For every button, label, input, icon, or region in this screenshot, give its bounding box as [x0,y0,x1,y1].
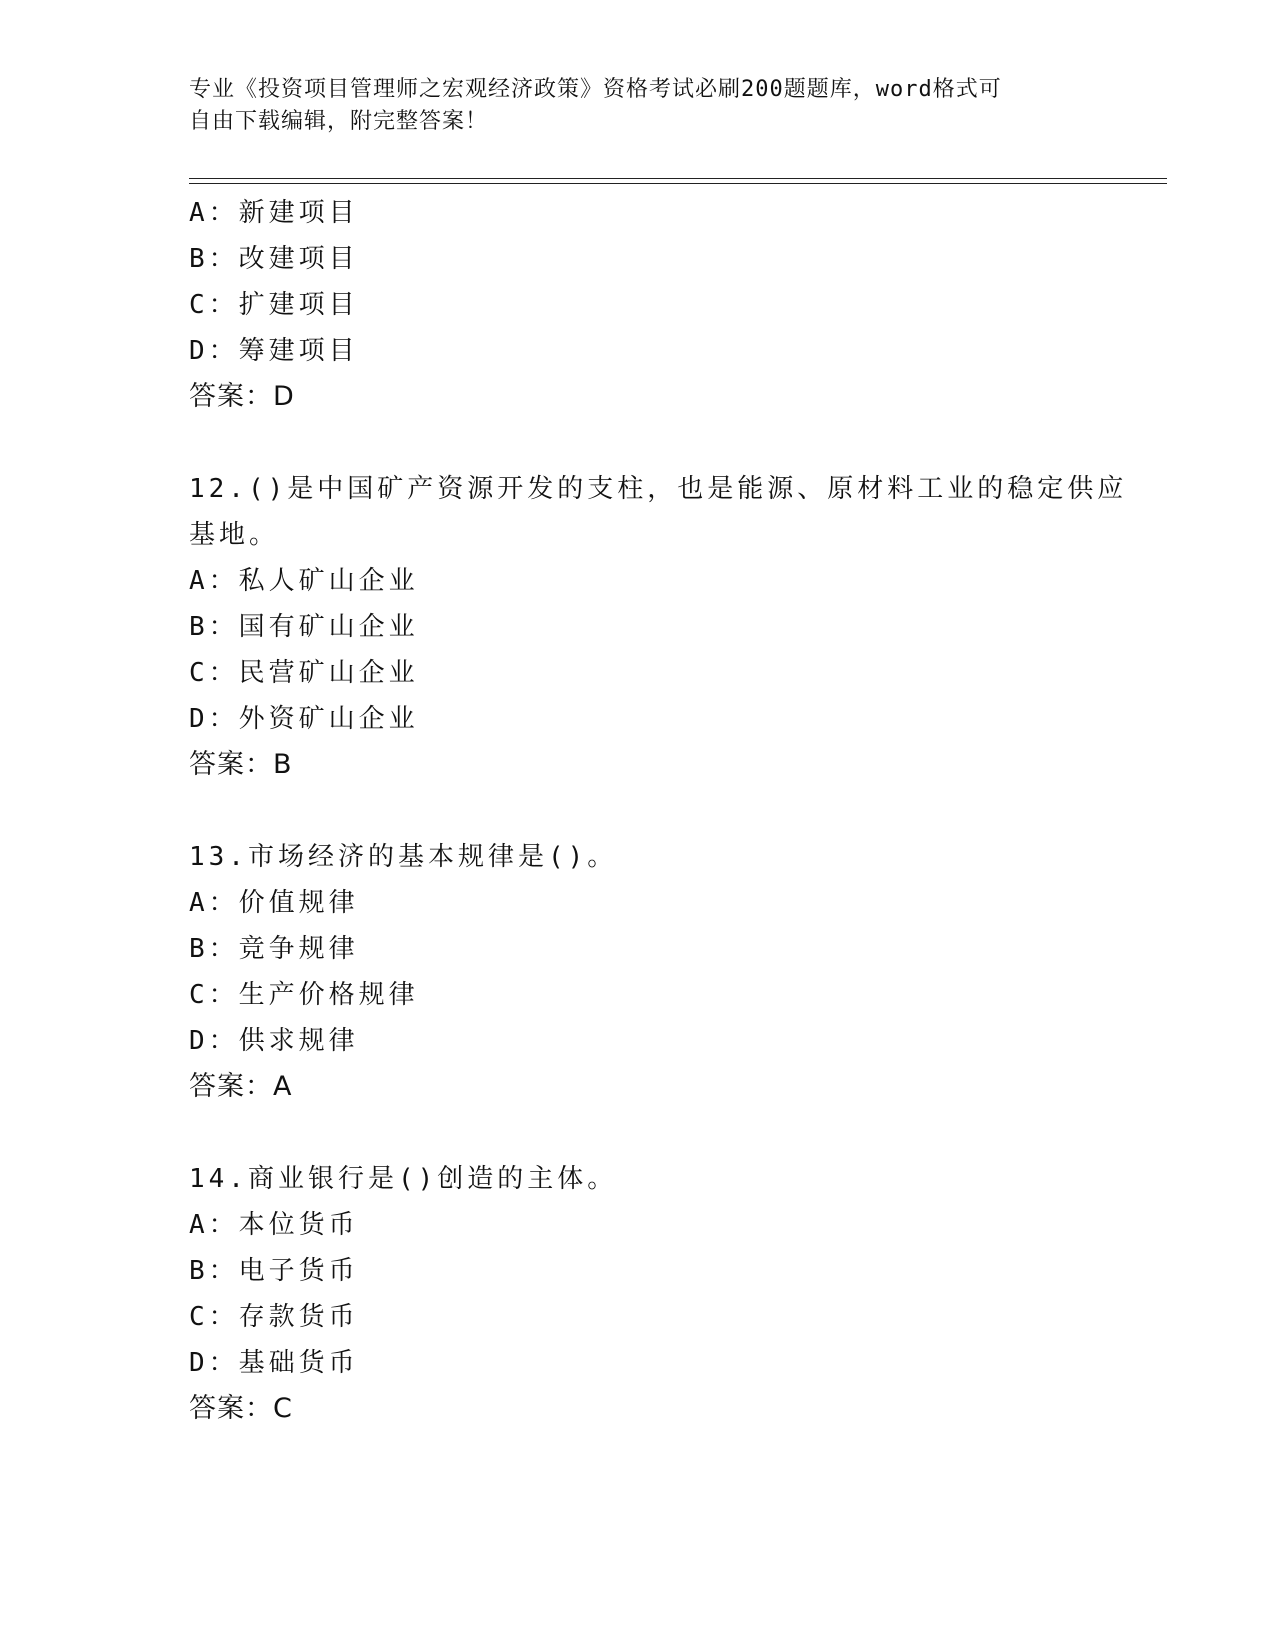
question-text: 14.商业银行是()创造的主体。 [189,1164,618,1194]
spacer [189,420,1149,466]
option-d: D：外资矿山企业 [189,704,419,734]
question-block-11 [189,190,1149,420]
answer-line: 答案：B [189,749,293,780]
answer-line: 答案：C [189,1393,293,1424]
option-b: B：改建项目 [189,244,359,274]
option-c: C：民营矿山企业 [189,658,419,688]
question-block-12 [189,466,1149,788]
option-b: B：国有矿山企业 [189,612,419,642]
option-c: C：存款货币 [189,1302,359,1332]
answer-line: 答案：A [189,1071,293,1102]
option-d: D：基础货币 [189,1348,359,1378]
question-list [189,190,1149,1432]
option-c: C：生产价格规律 [189,980,419,1010]
option-b: B：电子货币 [189,1256,359,1286]
option-a: A：本位货币 [189,1210,359,1240]
option-c: C：扩建项目 [189,290,359,320]
option-a: A：价值规律 [189,888,359,918]
option-a: A：新建项目 [189,198,359,228]
option-d: D：筹建项目 [189,336,359,366]
question-text: 13.市场经济的基本规律是()。 [189,842,618,872]
answer-line: 答案：D [189,381,295,412]
question-text-continued: 基地。 [189,520,280,550]
header-divider-top [189,178,1167,179]
spacer [189,1110,1149,1156]
header-line-2: 自由下载编辑，附完整答案！ [189,109,489,134]
document-header [189,74,1089,138]
option-b: B：竞争规律 [189,934,359,964]
question-text: 12.()是中国矿产资源开发的支柱，也是能源、原材料工业的稳定供应 [189,474,1128,504]
option-a: A：私人矿山企业 [189,566,419,596]
question-block-13 [189,834,1149,1110]
header-divider-bottom [189,183,1167,184]
question-block-14 [189,1156,1149,1432]
option-d: D：供求规律 [189,1026,359,1056]
spacer [189,788,1149,834]
header-line-1: 专业《投资项目管理师之宏观经济政策》资格考试必刷200题题库，word格式可 [189,77,1002,102]
